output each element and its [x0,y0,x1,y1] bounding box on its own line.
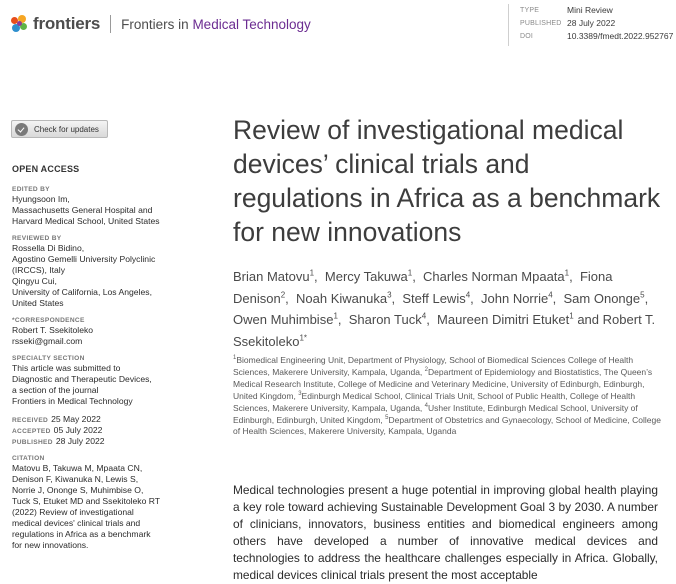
date-row [12,436,190,447]
edited-by-lines [12,194,190,227]
info-line: United States [12,298,64,308]
check-updates-icon [15,123,28,136]
affiliation-text: Usher Institute, Edinburgh Medical School, University of Edinburgh, Edinburgh, United Kingdom, [233,402,638,425]
meta-value[interactable]: 10.3389/fmedt.2022.952767 [567,31,674,41]
info-line: Denison F, Kiwanuka N, Lewis S, [12,474,139,484]
author-name[interactable]: Mercy Takuwa [324,269,408,284]
specialty-block [12,354,190,407]
author-affiliation-marker: 1 [309,268,315,278]
info-line: (IRCCS), Italy [12,265,65,275]
author-name[interactable]: Charles Norman Mpaata [423,269,565,284]
meta-row [520,4,673,17]
date-label: RECEIVED [12,417,49,424]
reviewed-by-block [12,234,190,309]
check-for-updates-button[interactable] [11,120,108,138]
date-value: 28 July 2022 [55,436,105,446]
affiliation-marker: 4 [424,402,428,409]
author-name[interactable]: Sam Ononge [563,290,641,306]
date-row [12,425,190,436]
affiliation-text: Biomedical Engineering Unit, Department of Physiology, School of Biomedical Sciences College of Health Sciences, Makerere University, Kampala, Uganda, [233,355,634,377]
meta-value: Mini Review [567,5,613,15]
date-label: PUBLISHED [12,439,53,446]
specialty-label: SPECIALTY SECTION [12,355,85,362]
author-affiliation-marker: 5 [640,290,645,300]
info-line: medical devices' clinical trials and [12,518,141,528]
info-line: Hyungsoon Im, [12,194,70,204]
info-line: (2022) Review of investigational [12,507,134,517]
author-name[interactable]: Noah Kiwanuka [296,290,388,306]
specialty-lines [12,363,190,407]
check-updates-label: Check for updates [34,124,99,134]
author-name[interactable]: Sharon Tuck [348,312,422,327]
meta-key: DOI [520,33,534,40]
info-line: regulations in Africa as a benchmark [12,529,151,539]
dates-block [12,414,190,447]
info-line: for new innovations. [12,540,89,550]
correspondence-block [12,316,190,347]
info-line: Matovu B, Takuwa M, Mpaata CN, [12,463,143,473]
info-line: Frontiers in Medical Technology [12,396,133,406]
info-line: Rossella Di Bidino, [12,243,85,253]
author-affiliation-marker: 4 [465,290,471,300]
info-line: a section of the journal [12,385,99,395]
correspondence-label: *CORRESPONDENCE [12,317,85,324]
date-value: 05 July 2022 [53,425,103,435]
meta-row [520,30,673,43]
author-name[interactable]: Fiona Denison [233,269,613,306]
sidebar-info [12,164,190,558]
journal-prefix: Frontiers in [121,16,193,32]
author-name[interactable]: Maureen Dimitri Etuket [437,312,570,327]
info-line: Norrie J, Ononge S, Muhimbise O, [12,485,144,495]
affiliation-marker: 5 [385,414,389,421]
author-affiliation-marker: 4 [548,290,553,300]
journal-name[interactable] [121,17,311,32]
author-affiliation-marker: 3 [387,290,392,300]
affiliation-text: Department of Epidemiology and Biostatistics, The Queen’s Medical Research Institute, College of Medicine and Veterinary Medicine, University of Edinburgh, Edinburgh, United Kingdom, [233,366,653,401]
author-list: Brian Matovu$^1$, Mercy Takuwa$^1$, Charles Norman Mpaata$^1$, Fiona Denison$^2$, Noah Kiwanuka$^3$, Steff Lewis$^4$, John Norrie$^4$, Sam Ononge$^5$, Owen Muhimbise$^1$, Sharon Tuck$^4$, Maureen Dimitri Etuket$^1$ and Robert T. Ssekitoleko$^{1*}$ [233,268,656,349]
meta-key: TYPE [520,7,540,14]
frontiers-logo[interactable] [11,14,311,34]
date-value: 25 May 2022 [51,414,101,424]
open-access-label: OPEN ACCESS [12,164,80,174]
author-name[interactable]: Steff Lewis [402,290,466,306]
info-line: Massachusetts General Hospital and [12,205,153,215]
reviewed-by-label: REVIEWED BY [12,235,62,242]
journal-accent: Medical Technology [192,16,311,32]
abstract-text: Medical technologies present a huge potential in improving global health playing a key role toward achieving Sustainable Development Goal 3 by 2030. A number of clinicians, innovators, business entities and biomedical engineers among others have developed a number of innovative medical devices and technologies to address the healthcare challenges especially in Africa. Globally, medical devices clinical trials present the most acceptable [233,483,658,582]
info-line: Agostino Gemelli University Polyclinic [12,254,156,264]
edited-by-block [12,185,190,227]
author-affiliation-marker: 4 [421,311,427,321]
info-line[interactable]: rsseki@gmail.com [12,336,83,346]
article-meta [508,4,673,46]
citation-block [12,454,190,551]
meta-value: 28 July 2022 [567,18,616,28]
affiliation-text: Edinburgh Medical School, Clinical Trials Unit, School of Public Health, College of Health Sciences, Makerere University, Kampala, Uganda, [233,390,636,413]
author-name[interactable]: Owen Muhimbise [233,312,334,327]
header-divider [110,15,111,33]
affiliation-marker: 1 [233,355,237,362]
author-affiliation-marker: 1* [299,333,308,343]
info-line: University of California, Los Angeles, [12,287,152,297]
author-affiliation-marker: 2 [280,290,286,300]
frontiers-logo-icon [11,15,29,33]
date-row [12,414,190,425]
author-name[interactable]: Brian Matovu [233,269,310,284]
author-affiliation-marker: 1 [333,311,338,321]
reviewed-by-lines [12,243,190,309]
author-affiliation-marker: 1 [569,311,574,321]
author-name[interactable]: John Norrie [481,290,549,306]
author-conjunction: and [577,312,600,327]
info-line: Robert T. Ssekitoleko [12,325,94,335]
affiliation-text: Department of Obstetrics and Gynaecology, School of Medicine, College of Health Sciences, Makerere University, Kampala, Uganda [233,414,661,437]
affiliation-marker: 3 [298,390,302,397]
info-line: Harvard Medical School, United States [12,216,160,226]
author-affiliation-marker: 1 [564,268,570,278]
meta-key: PUBLISHED [520,20,562,27]
meta-row [520,17,673,30]
info-line: Qingyu Cui, [12,276,57,286]
brand-wordmark: frontiers [33,14,101,33]
info-line: Tuck S, Etuket MD and Ssekitoleko RT [12,496,161,506]
citation-lines [12,463,190,551]
author-name[interactable]: Robert T. Ssekitoleko [233,312,656,349]
correspondence-lines [12,325,190,347]
info-line: Diagnostic and Therapeutic Devices, [12,374,152,384]
affiliations [233,355,663,438]
info-line: This article was submitted to [12,363,121,373]
citation-label: CITATION [12,455,45,462]
affiliation-marker: 2 [424,367,428,374]
edited-by-label: EDITED BY [12,186,50,193]
author-affiliation-marker: 1 [407,268,413,278]
date-label: ACCEPTED [12,428,51,435]
article-title: Review of investigational medical devices’ clinical trials and regulations in Africa as a benchmark for new innovations [233,115,661,247]
